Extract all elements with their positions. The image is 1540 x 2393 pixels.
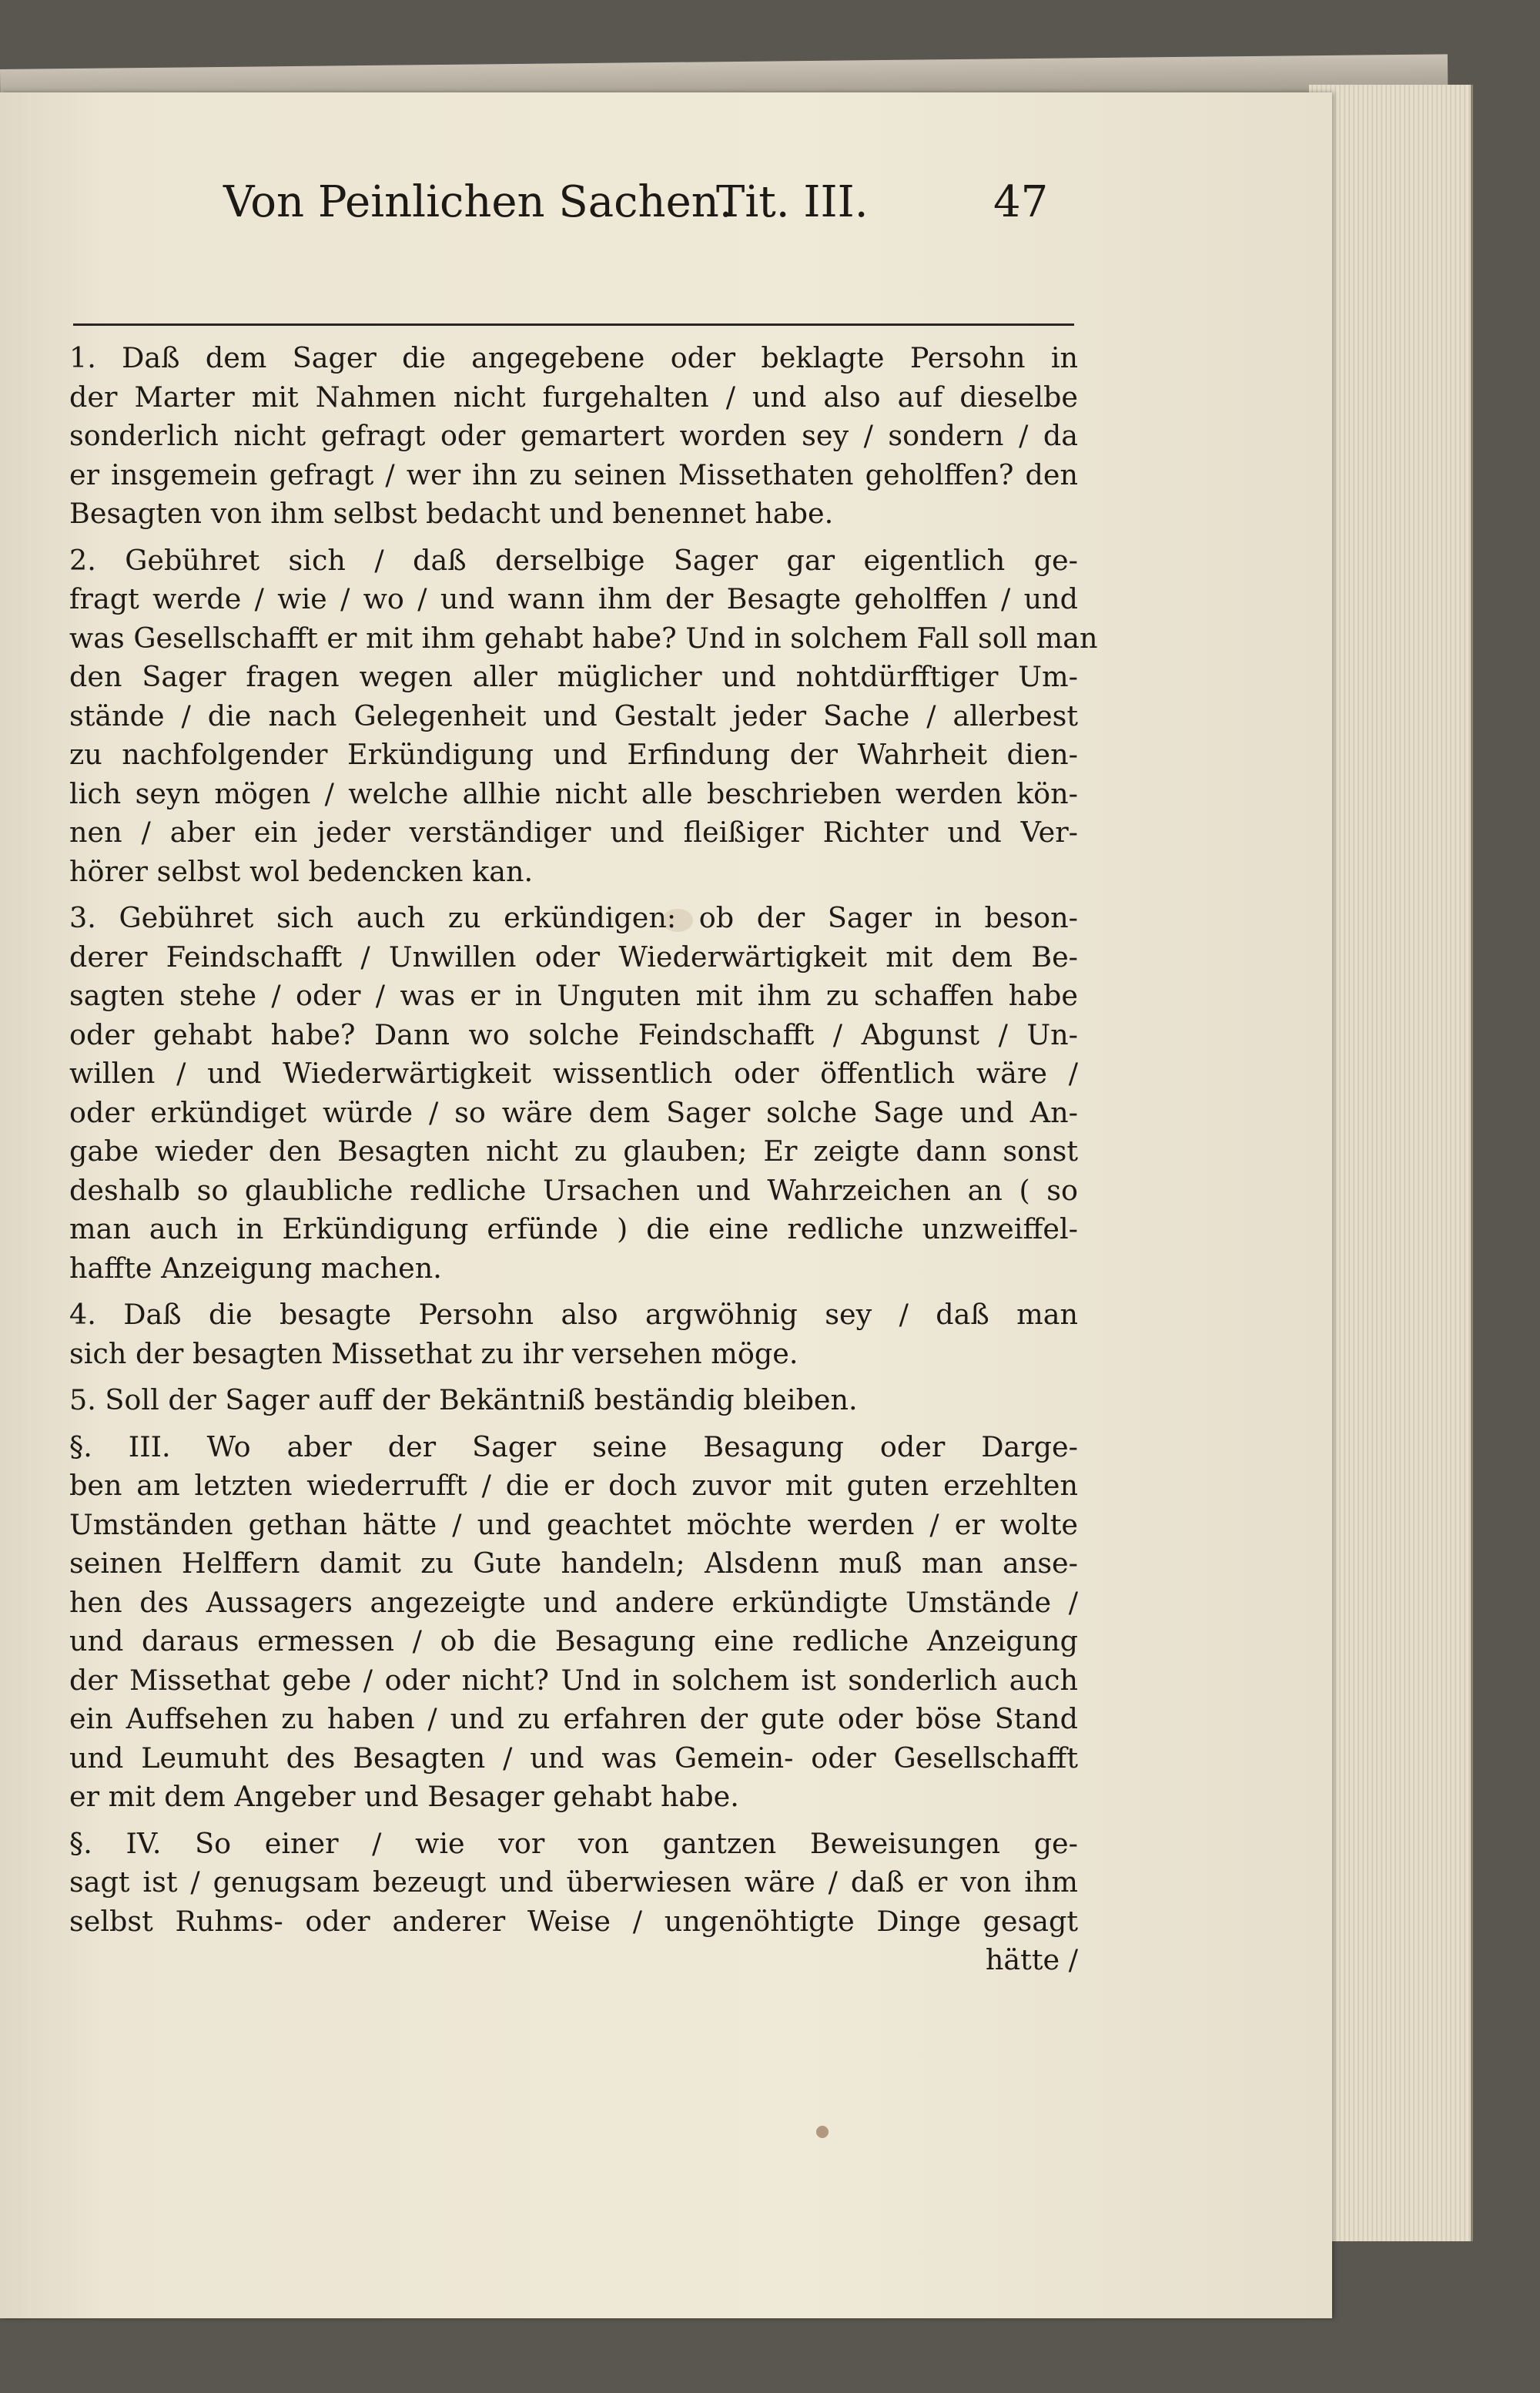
- paragraph-2: [69, 541, 1098, 892]
- catchword: hätte /: [985, 1943, 1078, 1976]
- paragraph-section-4: [69, 1825, 1078, 1980]
- text-line: fragt werde / wie / wo / und wann ihm der Besagte geholffen / und: [69, 582, 1078, 615]
- page-stack-edge: [1309, 85, 1473, 2241]
- paragraph-1: [69, 339, 1078, 534]
- text-line: gabe wieder den Besagten nicht zu glauben; Er zeigte dann sonst: [69, 1134, 1078, 1168]
- text-line: §. IV. So einer / wie vor von gantzen Beweisungen ge-: [69, 1826, 1078, 1860]
- header-rule: [73, 323, 1074, 326]
- text-line: zu nachfolgender Erkündigung und Erfindung der Wahrheit dien-: [69, 738, 1078, 771]
- text-line: der Missethat gebe / oder nicht? Und in solchem ist sonderlich auch: [69, 1663, 1078, 1697]
- text-line: seinen Helffern damit zu Gute handeln; Alsdenn muß man anse-: [69, 1547, 1078, 1580]
- text-line: Besagten von ihm selbst bedacht und benennet habe.: [69, 497, 834, 530]
- text-line: man auch in Erkündigung erfünde ) die eine redliche unzweiffel-: [69, 1212, 1078, 1245]
- text-line: nen / aber ein jeder verständiger und fleißiger Richter und Ver-: [69, 816, 1078, 849]
- paper-stain: [816, 2126, 829, 2138]
- text-line: sagt ist / genugsam bezeugt und überwiesen wäre / daß er von ihm: [69, 1865, 1078, 1899]
- text-line: deshalb so glaubliche redliche Ursachen und Wahrzeichen an ( so: [69, 1173, 1078, 1207]
- text-line: §. III. Wo aber der Sager seine Besagung oder Darge-: [69, 1429, 1078, 1463]
- paragraph-3: [69, 899, 1078, 1288]
- text-line: haffte Anzeigung machen.: [69, 1251, 442, 1285]
- text-line: hörer selbst wol bedencken kan.: [69, 854, 534, 888]
- text-line: sagten stehe / oder / was er in Unguten mit ihm zu schaffen habe: [69, 979, 1078, 1012]
- running-header: [192, 177, 1093, 246]
- text-line: sich der besagten Missethat zu ihr versehen möge.: [69, 1336, 798, 1370]
- running-title: Von Peinlichen Sachen.: [223, 177, 733, 227]
- text-line: und Leumuht des Besagten / und was Gemein- oder Gesellschafft: [69, 1741, 1078, 1775]
- text-line: stände / die nach Gelegenheit und Gestalt jeder Sache / allerbest: [69, 699, 1078, 732]
- text-line: selbst Ruhms- oder anderer Weise / ungenöhtigte Dinge gesagt: [69, 1904, 1078, 1938]
- text-line: er insgemein gefragt / wer ihn zu seinen Missethaten geholffen? den: [69, 457, 1078, 491]
- text-line: und daraus ermessen / ob die Besagung eine redliche Anzeigung: [69, 1624, 1078, 1657]
- text-line: lich seyn mögen / welche allhie nicht alle beschrieben werden kön-: [69, 776, 1078, 810]
- text-line: hen des Aussagers angezeigte und andere erkündigte Umstände /: [69, 1585, 1078, 1619]
- paragraph-section-3: [69, 1428, 1078, 1817]
- text-line: sonderlich nicht gefragt oder gemartert worden sey / sondern / da: [69, 419, 1078, 452]
- text-line: den Sager fragen wegen aller müglicher und nohtdürfftiger Um-: [69, 660, 1078, 693]
- text-line: er mit dem Angeber und Besager gehabt habe.: [69, 1780, 739, 1813]
- body-text: [69, 339, 1098, 1980]
- paragraph-4: [69, 1295, 1078, 1373]
- text-line: 5. Soll der Sager auff der Bekäntniß beständig bleiben.: [69, 1383, 858, 1416]
- text-line: 1. Daß dem Sager die angegebene oder beklagte Persohn in: [69, 341, 1078, 374]
- text-line: 3. Gebühret sich auch zu erkündigen: ob der Sager in beson-: [69, 901, 1078, 934]
- title-section: Tit. III.: [716, 177, 869, 227]
- text-line: ben am letzten wiederrufft / die er doch zuvor mit guten erzehlten: [69, 1469, 1078, 1502]
- text-line: ein Auffsehen zu haben / und zu erfahren der gute oder böse Stand: [69, 1702, 1078, 1735]
- paragraph-5: [69, 1381, 1078, 1420]
- text-line: willen / und Wiederwärtigkeit wissentlich oder öffentlich wäre /: [69, 1057, 1078, 1090]
- text-line: Umständen gethan hätte / und geachtet möchte werden / er wolte: [69, 1507, 1078, 1541]
- text-line: oder gehabt habe? Dann wo solche Feindschafft / Abgunst / Un-: [69, 1017, 1078, 1051]
- text-line: der Marter mit Nahmen nicht furgehalten / und also auf dieselbe: [69, 380, 1078, 414]
- text-line: 2. Gebühret sich / daß derselbige Sager gar eigentlich ge-: [69, 543, 1078, 577]
- text-line: derer Feindschafft / Unwillen oder Wiederwärtigkeit mit dem Be-: [69, 940, 1078, 974]
- text-line: oder erkündiget würde / so wäre dem Sager solche Sage und An-: [69, 1095, 1078, 1129]
- text-line: 4. Daß die besagte Persohn also argwöhnig sey / daß man: [69, 1298, 1078, 1331]
- text-line: was Gesellschafft er mit ihm gehabt habe? Und in solchem Fall soll man: [69, 621, 1098, 655]
- page-number: 47: [993, 177, 1049, 227]
